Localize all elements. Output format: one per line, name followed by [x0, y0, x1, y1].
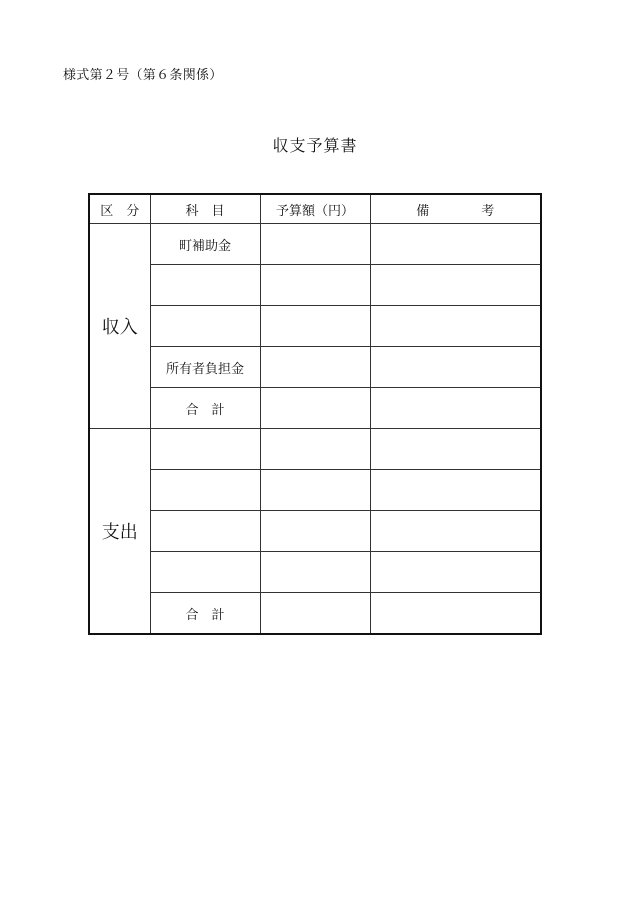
- income-remarks-cell[interactable]: [370, 306, 541, 347]
- income-row: [89, 265, 541, 306]
- income-total-amount-cell[interactable]: [260, 388, 370, 429]
- expense-item-cell[interactable]: [150, 511, 260, 552]
- header-item: 科 目: [150, 194, 260, 224]
- expense-amount-cell[interactable]: [260, 552, 370, 593]
- expense-item-cell[interactable]: [150, 470, 260, 511]
- header-category: 区 分: [89, 194, 150, 224]
- expense-item-cell[interactable]: [150, 552, 260, 593]
- income-amount-cell[interactable]: [260, 224, 370, 265]
- expense-remarks-cell[interactable]: [370, 429, 541, 470]
- budget-table: [88, 193, 542, 635]
- income-remarks-cell[interactable]: [370, 347, 541, 388]
- expense-section-label: 支出: [89, 429, 150, 635]
- income-section-label: 収入: [89, 224, 150, 429]
- income-item-cell[interactable]: [150, 265, 260, 306]
- income-total-remarks-cell[interactable]: [370, 388, 541, 429]
- income-total-row: [89, 388, 541, 429]
- expense-remarks-cell[interactable]: [370, 552, 541, 593]
- expense-total-amount-cell[interactable]: [260, 593, 370, 635]
- income-row: [89, 306, 541, 347]
- expense-item-cell[interactable]: [150, 429, 260, 470]
- document-title: 収支予算書: [272, 136, 358, 155]
- expense-amount-cell[interactable]: [260, 429, 370, 470]
- expense-row: [89, 429, 541, 470]
- income-amount-cell[interactable]: [260, 265, 370, 306]
- header-row: [89, 194, 541, 224]
- header-amount: 予算額（円）: [260, 194, 370, 224]
- income-row: [89, 224, 541, 265]
- expense-row: [89, 470, 541, 511]
- income-remarks-cell[interactable]: [370, 224, 541, 265]
- form-number: 様式第２号（第６条関係）: [63, 68, 223, 83]
- expense-total-remarks-cell[interactable]: [370, 593, 541, 635]
- income-remarks-cell[interactable]: [370, 265, 541, 306]
- income-item-cell[interactable]: 町補助金: [150, 224, 260, 265]
- expense-total-row: [89, 593, 541, 635]
- expense-row: [89, 552, 541, 593]
- expense-remarks-cell[interactable]: [370, 511, 541, 552]
- expense-remarks-cell[interactable]: [370, 470, 541, 511]
- income-row: [89, 347, 541, 388]
- income-item-cell[interactable]: 所有者負担金: [150, 347, 260, 388]
- expense-amount-cell[interactable]: [260, 511, 370, 552]
- expense-row: [89, 511, 541, 552]
- expense-total-label: 合 計: [150, 593, 260, 635]
- income-item-cell[interactable]: [150, 306, 260, 347]
- income-amount-cell[interactable]: [260, 306, 370, 347]
- income-total-label: 合 計: [150, 388, 260, 429]
- income-amount-cell[interactable]: [260, 347, 370, 388]
- expense-amount-cell[interactable]: [260, 470, 370, 511]
- header-remarks: 備 考: [370, 194, 541, 224]
